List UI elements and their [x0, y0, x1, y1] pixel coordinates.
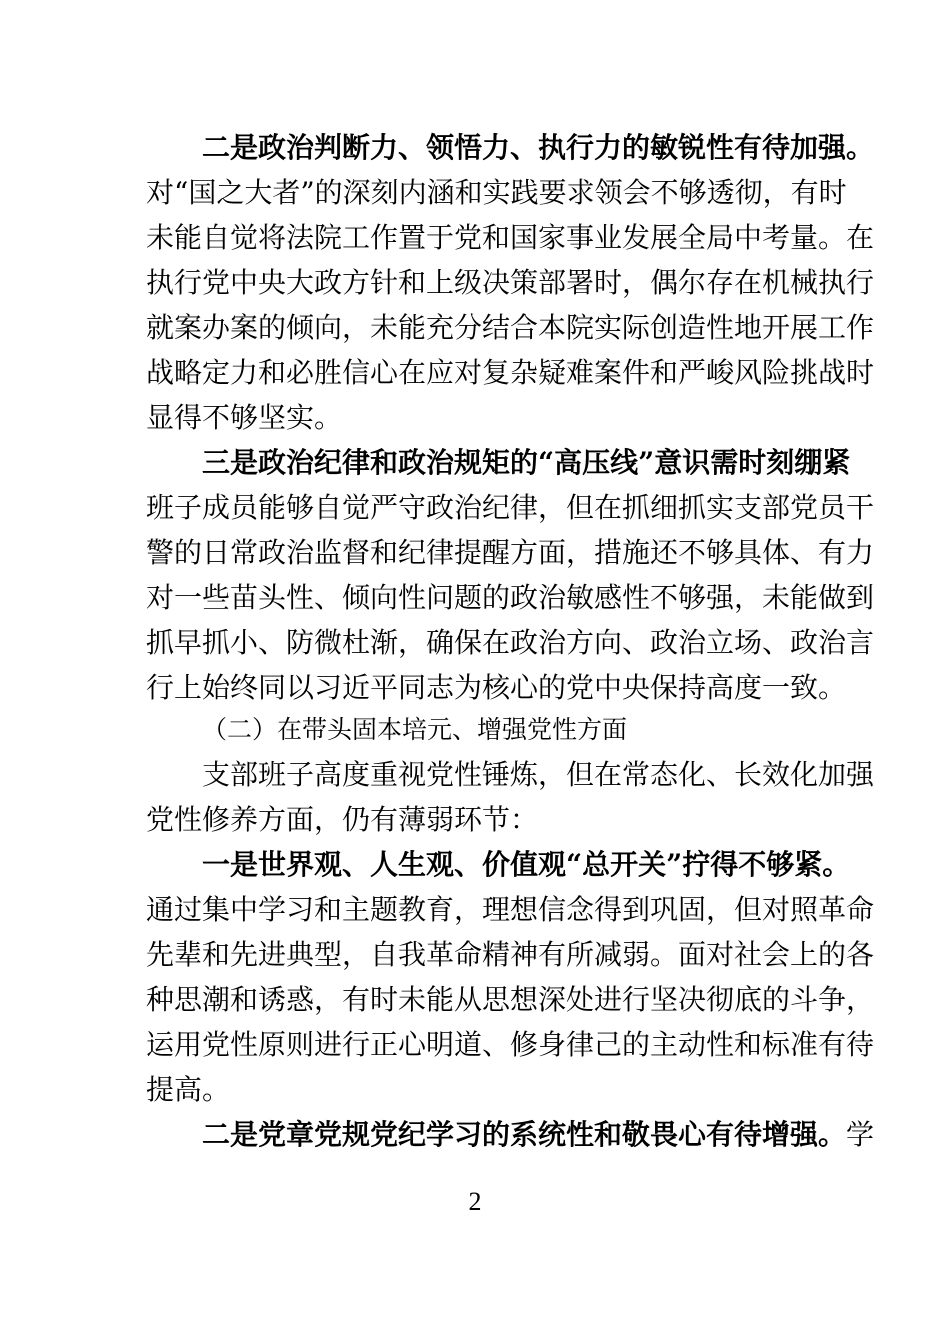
paragraph-4-line: 种思潮和诱惑，有时未能从思想深处进行坚决彻底的斗争， [146, 983, 875, 1016]
paragraph-5-heading: 二是党章党规党纪学习的系统性和敬畏心有待增强。 [202, 1118, 847, 1151]
paragraph-4-line: 先辈和先进典型，自我革命精神有所减弱。面对社会上的各 [146, 938, 875, 971]
paragraph-2-line: 行上始终同以习近平同志为核心的党中央保持高度一致。 [146, 671, 847, 704]
paragraph-1-line: 执行党中央大政方针和上级决策部署时，偶尔存在机械执行 [146, 266, 875, 299]
paragraph-1-line: 未能自觉将法院工作置于党和国家事业发展全局中考量。在 [146, 221, 875, 254]
paragraph-2-line: 班子成员能够自觉严守政治纪律，但在抓细抓实支部党员干 [146, 491, 875, 524]
paragraph-2-line: 抓早抓小、防微杜渐，确保在政治方向、政治立场、政治言 [146, 626, 875, 659]
paragraph-1-heading: 二是政治判断力、领悟力、执行力的敏锐性有待加强。 [202, 131, 875, 164]
paragraph-3-first-line: 支部班子高度重视党性锤炼，但在常态化、长效化加强 [202, 758, 875, 791]
page-number: 2 [468, 1187, 482, 1216]
paragraph-1-line: 对“国之大者”的深刻内涵和实践要求领会不够透彻，有时 [146, 176, 847, 209]
paragraph-1-line: 战略定力和必胜信心在应对复杂疑难案件和严峻风险挑战时 [146, 356, 875, 389]
paragraph-2-line: 对一些苗头性、倾向性问题的政治敏感性不够强，未能做到 [146, 581, 875, 614]
paragraph-1-line: 显得不够坚实。 [146, 401, 343, 434]
paragraph-1-line: 就案办案的倾向，未能充分结合本院实际创造性地开展工作 [146, 311, 875, 344]
paragraph-3-line: 党性修养方面，仍有薄弱环节： [146, 803, 539, 836]
paragraph-5-first-line [202, 1113, 875, 1157]
paragraph-5-tail: 学 [846, 1118, 875, 1151]
paragraph-4-line: 提高。 [146, 1073, 231, 1106]
paragraph-4-heading: 一是世界观、人生观、价值观“总开关”拧得不够紧。 [202, 848, 851, 881]
paragraph-2-line: 警的日常政治监督和纪律提醒方面，措施还不够具体、有力 [146, 536, 875, 569]
paragraph-2-heading: 三是政治纪律和政治规矩的“高压线”意识需时刻绷紧 [202, 446, 851, 479]
section-heading: （二）在带头固本培元、增强党性方面 [202, 715, 628, 744]
paragraph-4-line: 通过集中学习和主题教育，理想信念得到巩固，但对照革命 [146, 893, 875, 926]
paragraph-4-line: 运用党性原则进行正心明道、修身律己的主动性和标准有待 [146, 1028, 875, 1061]
